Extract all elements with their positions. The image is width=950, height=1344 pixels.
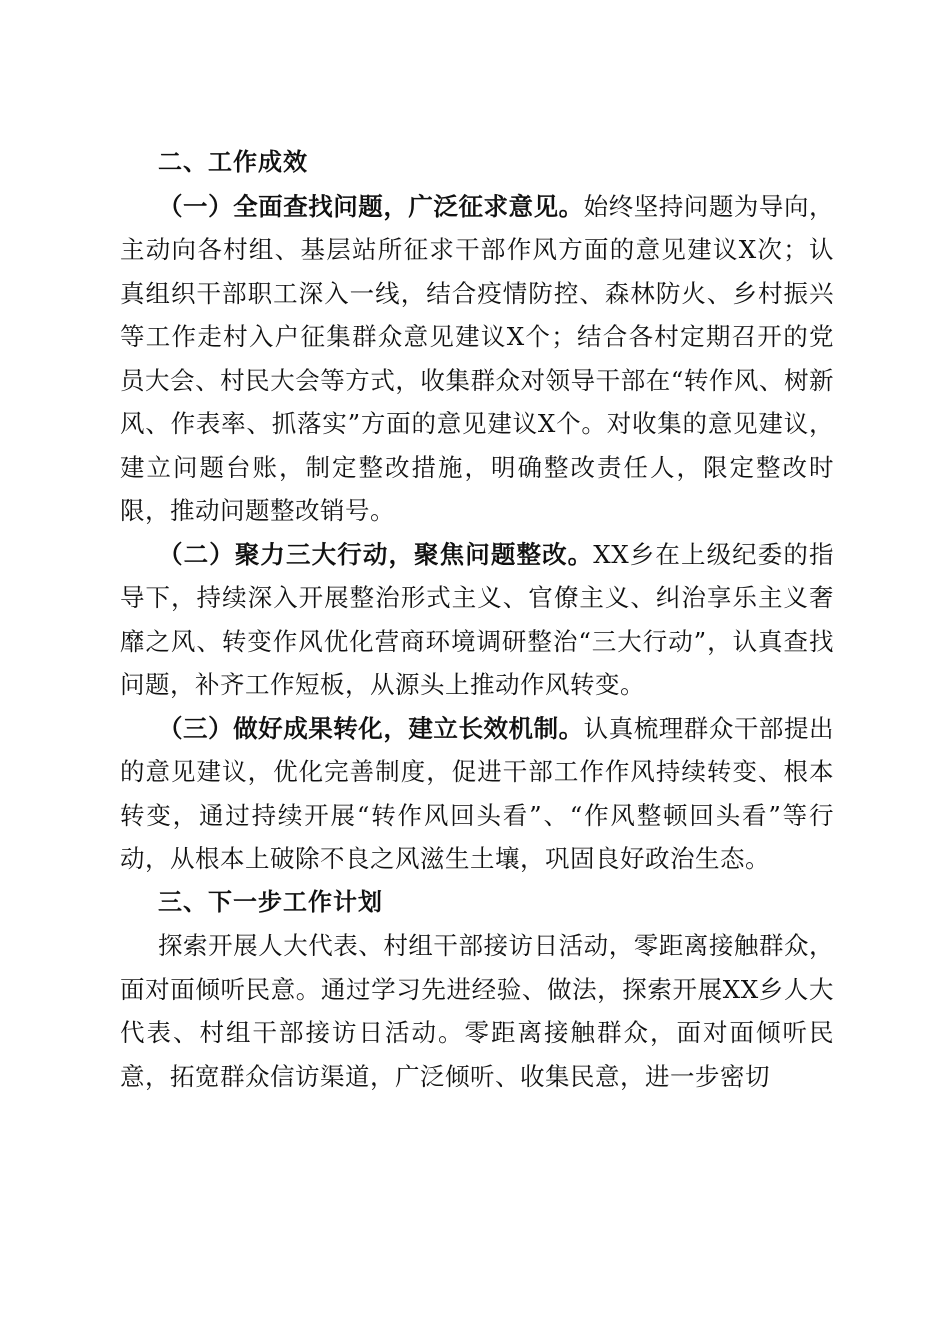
paragraph-item-3 — [120, 707, 834, 881]
paragraph-item-1 — [120, 185, 834, 533]
paragraph-body-1: 始终坚持问题为导向，主动向各村组、基层站所征求干部作风方面的意见建议X次；认真组织干部职工深入一线，结合疫情防控、森林防火、乡村振兴等工作走村入户征集群众意见建议X个；结合各村定期召开的党员大会、村民大会等方式，收集群众对领导干部在“转作风、树新风、作表率、抓落实”方面的意见建议X个。对收集的意见建议，建立问题台账，制定整改措施，明确整改责任人，限定整改时限，推动问题整改销号。 — [120, 191, 835, 525]
paragraph-lead-3: （三）做好成果转化，建立长效机制。 — [158, 713, 584, 743]
paragraph-lead-2: （二）聚力三大行动，聚焦问题整改。 — [158, 539, 594, 569]
paragraph-body-2: XX乡在上级纪委的指导下，持续深入开展整治形式主义、官僚主义、纠治享乐主义奢靡之风、转变作风优化营商环境调研整治“三大行动”，认真查找问题，补齐工作短板，从源头上推动作风转变。 — [120, 539, 834, 699]
document-body — [120, 141, 834, 1098]
paragraph-next-plan: 探索开展人大代表、村组干部接访日活动，零距离接触群众，面对面倾听民意。通过学习先进经验、做法，探索开展XX乡人大代表、村组干部接访日活动。零距离接触群众，面对面倾听民意，拓宽群众信访渠道，广泛倾听、收集民意，进一步密切 — [120, 931, 834, 1091]
paragraph-body-3: 认真梳理群众干部提出的意见建议，优化完善制度，促进干部工作作风持续转变、根本转变，通过持续开展“转作风回头看”、“作风整顿回头看”等行动，从根本上破除不良之风滋生土壤，巩固良好政治生态。 — [120, 713, 835, 873]
section-heading-next-plan: 三、下一步工作计划 — [158, 887, 383, 916]
paragraph-lead-1: （一）全面查找问题，广泛征求意见。 — [158, 191, 584, 221]
section-heading-achievements: 二、工作成效 — [158, 148, 308, 176]
paragraph-item-2 — [120, 533, 834, 707]
